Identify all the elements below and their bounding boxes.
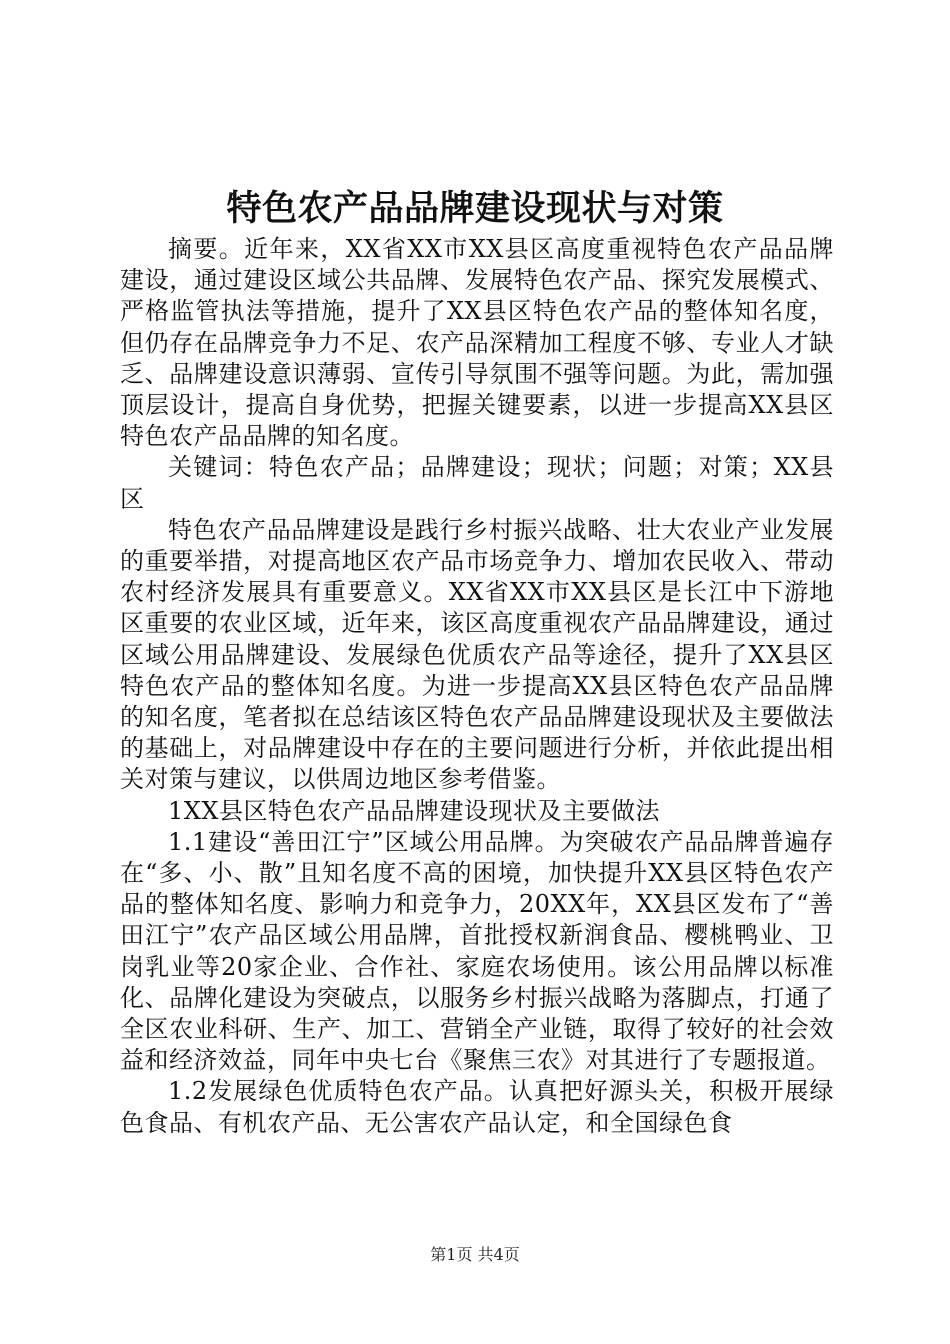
section-heading: 1XX县区特色农产品品牌建设现状及主要做法 (168, 796, 660, 825)
subsection-1-2-paragraph: 1.2发展绿色优质特色农产品。认真把好源头关，积极开展绿色食品、有机农产品、无公害农产品认定，和全国绿色食 (120, 1077, 834, 1137)
page-number-footer: 第1页 共4页 (430, 1245, 520, 1264)
keywords-paragraph: 关键词：特色农产品；品牌建设；现状；问题；对策；XX县区 (120, 453, 834, 513)
document-title: 特色农产品品牌建设现状与对策 (226, 188, 724, 229)
abstract-paragraph: 摘要。近年来，XX省XX市XX县区高度重视特色农产品品牌建设，通过建设区域公共品牌、发展特色农产品、探究发展模式、严格监管执法等措施，提升了XX县区特色农产品的整体知名度，但仍存在品牌竞争力不足、农产品深精加工程度不够、专业人才缺乏、品牌建设意识薄弱、宣传引导氛围不强等问题。为此，需加强顶层设计，提高自身优势，把握关键要素，以进一步提高XX县区特色农产品品牌的知名度。 (120, 235, 834, 451)
intro-paragraph: 特色农产品品牌建设是践行乡村振兴战略、壮大农业产业发展的重要举措，对提高地区农产品市场竞争力、增加农民收入、带动农村经济发展具有重要意义。XX省XX市XX县区是长江中下游地区重要的农业区域，近年来，该区高度重视农产品品牌建设，通过区域公用品牌建设、发展绿色优质农产品等途径，提升了XX县区特色农产品的整体知名度。为进一步提高XX县区特色农产品品牌的知名度，笔者拟在总结该区特色农产品品牌建设现状及主要做法的基础上，对品牌建设中存在的主要问题进行分析，并依此提出相关对策与建议，以供周边地区参考借鉴。 (120, 515, 834, 794)
subsection-1-1-paragraph: 1.1建设“善田江宁”区域公用品牌。为突破农产品品牌普遍存在“多、小、散”且知名度不高的困境，加快提升XX县区特色农产品的整体知名度、影响力和竞争力，20XX年，XX县区发布了“善田江宁”农产品区域公用品牌，首批授权新润食品、樱桃鸭业、卫岗乳业等20家企业、合作社、家庭农场使用。该公用品牌以标准化、品牌化建设为突破点，以服务乡村振兴战略为落脚点，打通了全区农业科研、生产、加工、营销全产业链，取得了较好的社会效益和经济效益，同年中央七台《聚焦三农》对其进行了专题报道。 (120, 827, 834, 1075)
document-body (120, 234, 834, 1139)
